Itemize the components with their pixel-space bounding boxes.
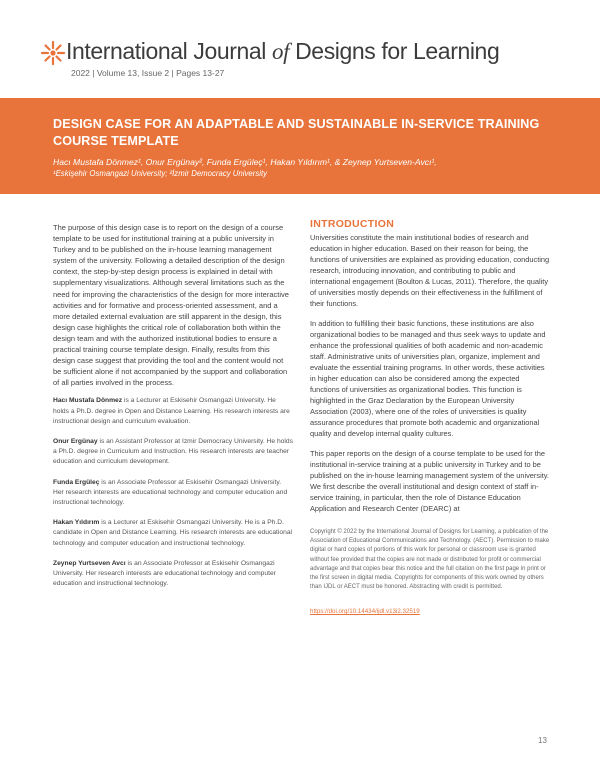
author-bio <box>53 396 293 427</box>
copyright-notice: Copyright © 2022 by the International Journal of Designs for Learning, a publication of the Association of Educational Communications and Technology. (AECT). Permission to make digital or hard copies of portions of this work for personal or classroom use is granted without fee provided that the copies are not made or distributed for profit or commercial advantage and that copies bear this notice and the full citation on the first page in print or the first screen in digital media. Copyrights for components of this work owned by others than IJDL or AECT must be honored. Abstracting with credit is permitted. <box>310 529 550 591</box>
author-list: Hacı Mustafa Dönmez¹, Onur Ergünay², Funda Ergüleç¹, Hakan Yıldırım¹, & Zeynep Yurtseven-Avcı¹, <box>53 157 437 167</box>
journal-logo-icon <box>40 40 66 66</box>
abstract: The purpose of this design case is to report on the design of a course template to be used for institutional training at a public university in Turkey and to be published on the in-house learning management system of the university. Following a detailed description of the design context, the step-by-step design process is explained in detail with supplementary visualizations. Although several limitations such as the need for improving the characteristics of the design for more interactive activities and for formative and process-oriented assessment, and a more detailed external evaluation are still apparent in the design, this design case highlights the critical role of collaboration both within the design team and with the authorized institutional bodies to ensure a practical training course template design. Finally, results from this design case suggest that providing the tool and the content would not be sufficient alone if not accompanied by the support and collaboration of all parties involved in the process. <box>53 223 289 388</box>
bio-text: is an Assistant Professor at Izmir Democracy University. He holds a Ph.D. degree in Curriculum and Instruction. His research interests are teacher education and curriculum development. <box>53 438 293 466</box>
bio-name: Onur Ergünay <box>53 438 98 446</box>
body-paragraph: Universities constitute the main institutional bodies of research and education in higher education. Based on their reason for being, the functions of universities are explained as providing education, conducting research, introducing innovation, and contributing to public and international engagement (Boulton & Lucas, 2011). Therefore, the quality of universities mostly depends on their effectiveness in the fulfillment of their functions. <box>310 233 550 308</box>
doi-link[interactable]: https://doi.org/10.14434/ijdl.v13i2.32519 <box>310 608 420 616</box>
bio-name: Hacı Mustafa Dönmez <box>53 397 123 405</box>
body-paragraph: This paper reports on the design of a course template to be used for the institutional in-service training at a public university in Turkey and to be published on the in-house learning management system of the university. We first describe the overall institutional and design context of staff in-service training, in particular, then the role of Distance Education Application and Research Center (DEARC) at <box>310 449 549 513</box>
bio-text: is a Lecturer at Eskisehir Osmangazi University. He holds a Ph.D. degree in Open and Distance Learning. His research interests are instructional design and curriculum evaluation. <box>53 397 290 425</box>
right-column <box>310 218 550 618</box>
left-column <box>53 222 293 599</box>
author-block <box>53 156 553 180</box>
issue-info: 2022 | Volume 13, Issue 2 | Pages 13-27 <box>71 68 225 78</box>
bio-name: Zeynep Yurtseven Avcı <box>53 559 126 567</box>
bio-text: is an Associate Professor at Eskisehir Osmangazi University. Her research interests are educational technology and computer education and instructional technology. <box>53 478 288 507</box>
body-paragraph: In addition to fulfilling their basic functions, these institutions are also organizational bodies to be managed and thus seek ways to update and enhance the professional qualities of both academic and non-academic staff. Administrative units of universities plan, organize, implement and evaluate the essential training programs. In other words, these activities in higher education can also be considered among the expected functions of universities as organizational bodies. This function is highlighted in the Graz Declaration by the European University Association (2003), where one of the roles of universities is quality assurance procedures that promote both academic and organizational quality and develop internal quality cultures. <box>310 319 546 438</box>
bio-name: Hakan Yıldırım <box>53 519 100 527</box>
bio-text: is a Lecturer at Eskisehir Osmangazi University. He is a Ph.D. candidate in Open and Distance Learning. His research interests are educational technology and computer education and instructional technology. <box>53 519 293 547</box>
article-title: DESIGN CASE FOR AN ADAPTABLE AND SUSTAINABLE IN-SERVICE TRAINING COURSE TEMPLATE <box>53 117 540 148</box>
affiliations: ¹Eskişehir Osmangazi University; ²İzmir Democracy University <box>53 169 268 178</box>
author-bio <box>53 478 293 509</box>
introduction-heading: INTRODUCTION <box>310 218 395 230</box>
bio-name: Funda Ergüleç <box>53 478 100 486</box>
page-number: 13 <box>538 736 547 745</box>
author-bio <box>53 559 293 590</box>
author-bio <box>53 518 293 549</box>
bio-text: is an Associate Professor at Eskisehir Osmangazi University. Her research interests are educational technology and computer education and instructional technology. <box>53 559 276 588</box>
author-bio <box>53 437 293 468</box>
journal-header <box>40 38 580 88</box>
journal-title: International Journal of Designs for Learning <box>66 38 500 64</box>
